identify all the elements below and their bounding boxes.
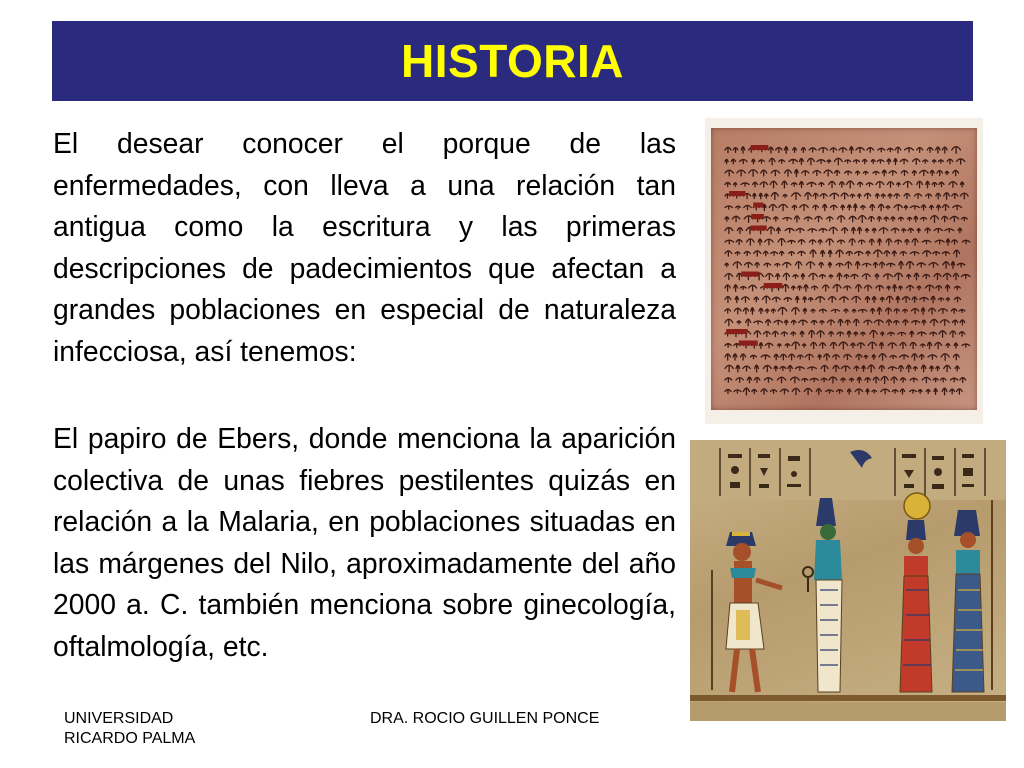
footer-author: DRA. ROCIO GUILLEN PONCE (370, 710, 600, 727)
intro-paragraph: El desear conocer el porque de las enfermedades, con lleva a una relación tan antigua como la escritura y las primeras descripciones de padecimientos que afectan a grandes poblaciones en especial de naturaleza infecciosa, así tenemos: (53, 127, 676, 367)
footer-university (64, 709, 244, 749)
ebers-papyrus-image (705, 118, 983, 424)
slide-title: HISTORIA (401, 35, 624, 87)
ebers-paragraph: El papiro de Ebers, donde menciona la aparición colectiva de unas fiebres pestilentes quizás en relación a la Malaria, en poblaciones situadas en las márgenes del Nilo, aproximadamente del año 2000 a. C. también menciona sobre ginecología, oftalmología, etc. (53, 422, 676, 662)
footer-university-line2: RICARDO PALMA (64, 730, 196, 747)
footer-university-line1: UNIVERSIDAD (64, 710, 174, 727)
title-bar (52, 21, 973, 101)
papyrus-caption (713, 416, 975, 421)
egyptian-figures-image (690, 440, 1006, 721)
